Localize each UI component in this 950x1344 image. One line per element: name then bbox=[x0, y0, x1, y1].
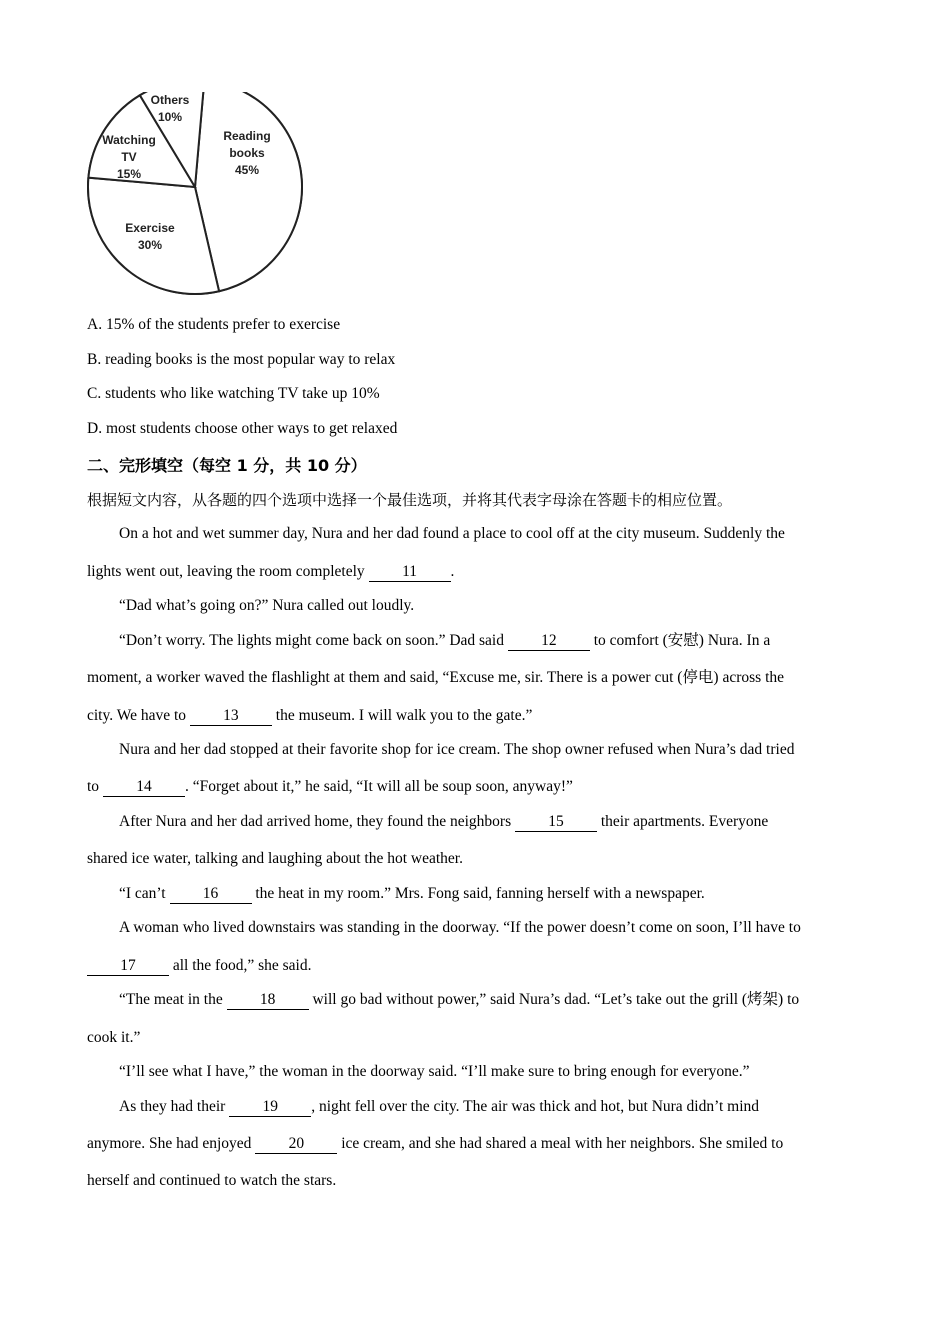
blank-19[interactable]: 19 bbox=[229, 1099, 311, 1117]
blank-20[interactable]: 20 bbox=[255, 1136, 337, 1154]
passage-line: cook it.” bbox=[87, 1029, 141, 1046]
option-c[interactable]: C. students who like watching TV take up 10% bbox=[87, 385, 380, 402]
passage-line: “Don’t worry. The lights might come back on soon.” Dad said 12 to comfort (安慰) Nura. In a bbox=[119, 632, 771, 649]
passage-line: moment, a worker waved the flashlight at them and said, “Excuse me, sir. There is a power cut (停电) across the bbox=[87, 669, 785, 686]
blank-18[interactable]: 18 bbox=[227, 992, 309, 1010]
passage-line: Nura and her dad stopped at their favorite shop for ice cream. The shop owner refused when Nura’s dad tried bbox=[119, 741, 795, 758]
option-d[interactable]: D. most students choose other ways to get relaxed bbox=[87, 420, 398, 437]
blank-12[interactable]: 12 bbox=[508, 633, 590, 651]
passage-line: shared ice water, talking and laughing about the hot weather. bbox=[87, 850, 463, 867]
passage-line: city. We have to 13 the museum. I will walk you to the gate.” bbox=[87, 707, 533, 724]
passage-line: to 14 . “Forget about it,” he said, “It will all be soup soon, anyway!” bbox=[87, 778, 573, 795]
blank-13[interactable]: 13 bbox=[190, 708, 272, 726]
blank-16[interactable]: 16 bbox=[170, 886, 252, 904]
passage-line: “The meat in the 18 will go bad without power,” said Nura’s dad. “Let’s take out the grill (烤架) to bbox=[119, 991, 800, 1008]
blank-11[interactable]: 11 bbox=[369, 564, 451, 582]
pie-slice-label: Watching TV 15% bbox=[102, 133, 156, 181]
pie-slices bbox=[88, 92, 302, 294]
passage-line: herself and continued to watch the stars. bbox=[87, 1172, 337, 1189]
passage-line: A woman who lived downstairs was standing in the doorway. “If the power doesn’t come on soon, I’ll have to bbox=[119, 919, 801, 936]
blank-14[interactable]: 14 bbox=[103, 779, 185, 797]
pie-slice-label: Others 10% bbox=[150, 93, 190, 124]
blank-15[interactable]: 15 bbox=[515, 814, 597, 832]
passage-line: “Dad what’s going on?” Nura called out loudly. bbox=[119, 597, 415, 614]
passage-line: As they had their 19 , night fell over the city. The air was thick and hot, but Nura didn’t mind bbox=[119, 1098, 760, 1115]
passage-line: On a hot and wet summer day, Nura and her dad found a place to cool off at the city museum. Suddenly the bbox=[119, 525, 785, 542]
passage-line: 17 all the food,” she said. bbox=[87, 956, 311, 976]
passage-line: lights went out, leaving the room completely 11 . bbox=[87, 563, 455, 580]
passage-line: “I’ll see what I have,” the woman in the doorway said. “I’ll make sure to bring enough for everyone.” bbox=[119, 1063, 750, 1080]
passage-line: “I can’t 16 the heat in my room.” Mrs. Fong said, fanning herself with a newspaper. bbox=[119, 885, 705, 902]
section-instructions: 根据短文内容，从各题的四个选项中选择一个最佳选项，并将其代表字母涂在答题卡的相应位置。 bbox=[87, 491, 733, 509]
passage-line: anymore. She had enjoyed 20 ice cream, and she had shared a meal with her neighbors. She smiled to bbox=[87, 1135, 784, 1152]
section-heading: 二、完形填空（每空 1 分，共 10 分） bbox=[87, 456, 367, 475]
option-b[interactable]: B. reading books is the most popular way to relax bbox=[87, 351, 396, 368]
pie-slice-label: Exercise 30% bbox=[125, 221, 175, 252]
passage-line: After Nura and her dad arrived home, they found the neighbors 15 their apartments. Everyone bbox=[119, 813, 769, 830]
option-a[interactable]: A. 15% of the students prefer to exercise bbox=[87, 316, 341, 333]
blank-17[interactable]: 17 bbox=[87, 958, 169, 976]
pie-slice-label: Reading books 45% bbox=[223, 129, 271, 177]
pie-chart bbox=[84, 92, 308, 298]
